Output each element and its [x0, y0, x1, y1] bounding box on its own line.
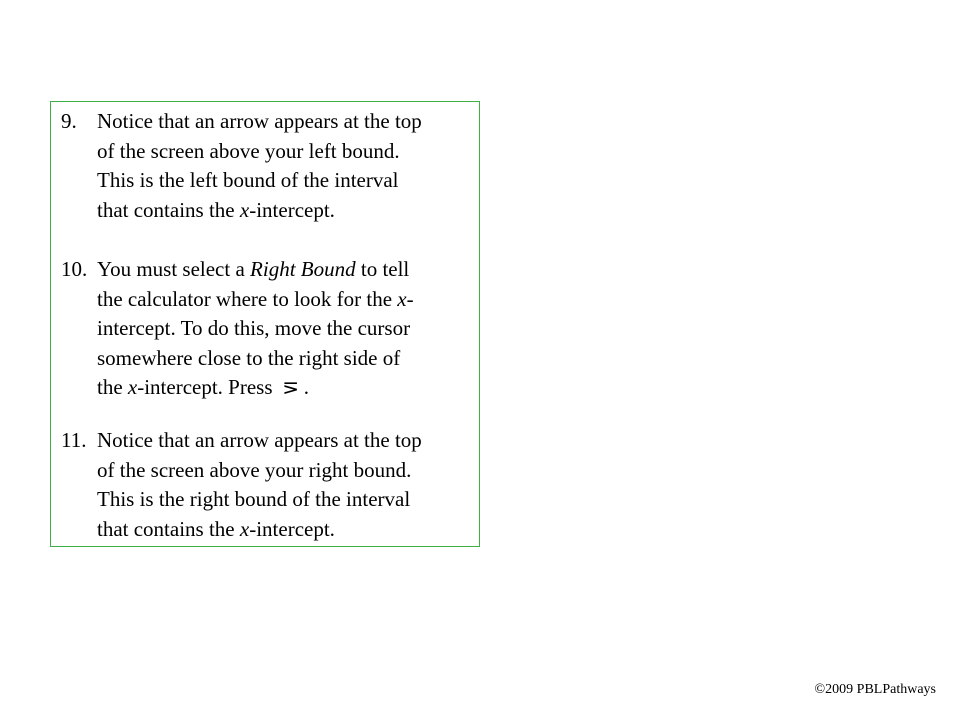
text-run: the [97, 375, 128, 399]
step-text [97, 107, 487, 225]
text-run: . [303, 375, 310, 399]
step-line [97, 285, 487, 315]
text-run: -intercept. [249, 516, 335, 541]
text-run: somewhere close to the right side of [97, 345, 401, 370]
text-run: to tell [355, 257, 410, 281]
step-line [97, 107, 487, 137]
step-number: 11. [61, 428, 87, 452]
copyright-footer [815, 682, 936, 698]
step-line [97, 137, 487, 167]
step-item [61, 255, 481, 403]
step-line [97, 255, 487, 285]
text-run: -intercept. [249, 197, 335, 222]
text-run: that contains the [97, 516, 240, 541]
italic-term: Right Bound [250, 257, 356, 281]
step-line [97, 515, 487, 545]
italic-variable: x [239, 197, 250, 222]
italic-variable: x [127, 375, 138, 399]
enter-key-icon: ⋝ [282, 375, 300, 399]
step-text [97, 426, 487, 544]
step-line [97, 166, 487, 196]
step-line [97, 456, 487, 486]
text-run: - [406, 286, 414, 311]
text-run: Notice that an arrow appears at the top [97, 428, 422, 452]
step-line [97, 426, 487, 456]
step-line [97, 196, 487, 226]
step-text [97, 255, 487, 403]
text-run: the calculator where to look for the [97, 286, 398, 311]
step-number: 9. [61, 109, 77, 133]
copyright-symbol: © [814, 682, 826, 697]
text-run: -intercept. Press [137, 375, 278, 399]
copyright-text: 2009 PBLPathways [825, 682, 936, 697]
text-run: You must select a [97, 257, 251, 281]
text-run: This is the left bound of the interval [97, 168, 399, 192]
text-run: of the screen above your right bound. [97, 457, 412, 482]
step-item [61, 107, 481, 225]
italic-variable: x [397, 286, 407, 311]
step-number: 10. [61, 257, 88, 281]
step-line [97, 485, 487, 515]
step-item [61, 426, 481, 544]
step-line [97, 344, 487, 374]
text-run: intercept. To do this, move the cursor [97, 316, 411, 340]
step-line [97, 314, 487, 344]
italic-variable: x [239, 516, 250, 541]
instruction-box [50, 101, 480, 547]
text-run: Notice that an arrow appears at the top [97, 109, 422, 133]
text-run: of the screen above your left bound. [97, 138, 400, 163]
text-run: This is the right bound of the interval [97, 487, 411, 511]
step-line [97, 373, 487, 403]
text-run: that contains the [97, 197, 240, 222]
